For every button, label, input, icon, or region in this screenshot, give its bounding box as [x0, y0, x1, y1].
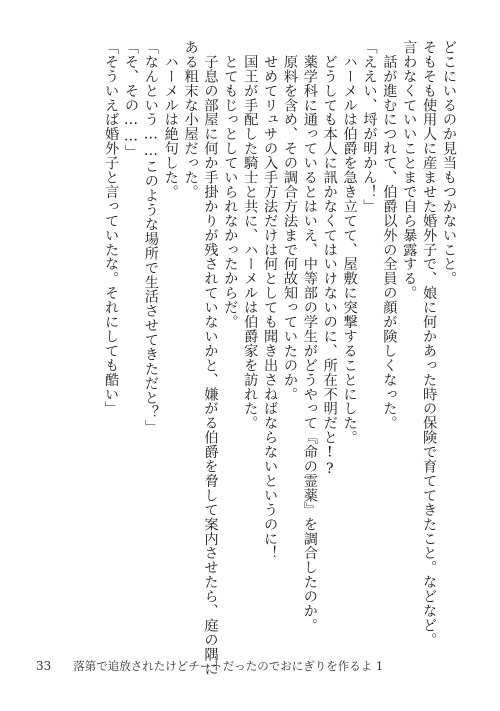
text-line: とてもじっとしていられなかったからだ。 [222, 40, 239, 329]
text-line: 「そ、その……」 [123, 40, 139, 160]
text-line: 「なんという……このような場所で生活させてきただと？」 [142, 40, 159, 434]
text-line: 子息の部屋に何か手掛かりが残されていないかと、嫌がる伯爵を脅して案内させたら、庭の隅に [202, 40, 219, 676]
book-title: 落第で追放されたけどチートだったのでおにぎりを作るよ 1 [73, 659, 384, 673]
text-line: 「ええい、埒が明かん！」 [361, 40, 378, 214]
text-line: ハーメルは伯爵を急き立てて、屋敷に突撃することにした。 [341, 40, 358, 445]
text-line: どこにいるのか見当もつかないこと。 [441, 40, 457, 286]
text-line: 薬学科に通っているとはいえ、中等部の学生がどうやって『命の霊薬』を調合したのか。 [301, 40, 318, 633]
text-line: 「そういえば婚外子と言っていたな。それにしても酷い」 [103, 40, 120, 416]
text-line: せめてリュサの入手方法だけは何としても聞き出さねばならないというのに！ [262, 40, 279, 561]
text-line: そもそも使用人に産ませた婚外子で、娘に何かあった時の保険で育ててきたこと。などなど。 [421, 40, 438, 647]
text-line: 言わなくていいことまで自ら暴露する。 [401, 40, 418, 301]
text-line: ある粗末な小屋だった。 [182, 40, 199, 199]
text-line: 国王が手配した騎士と共に、ハーメルは伯爵家を訪れた。 [242, 40, 259, 431]
page-footer [36, 658, 383, 674]
text-line: どうしても本人に訊かなくてはいけないのに、所在不明だと!? [321, 40, 338, 478]
text-line: ハーメルは絶句した。 [162, 40, 179, 199]
text-line: 話が進むにつれて、伯爵以外の全員の顔が険しくなった。 [381, 40, 398, 431]
text-line: 原料を含め、その調合方法まで何故知っていたのか。 [282, 40, 298, 402]
page-number: 33 [36, 659, 52, 673]
